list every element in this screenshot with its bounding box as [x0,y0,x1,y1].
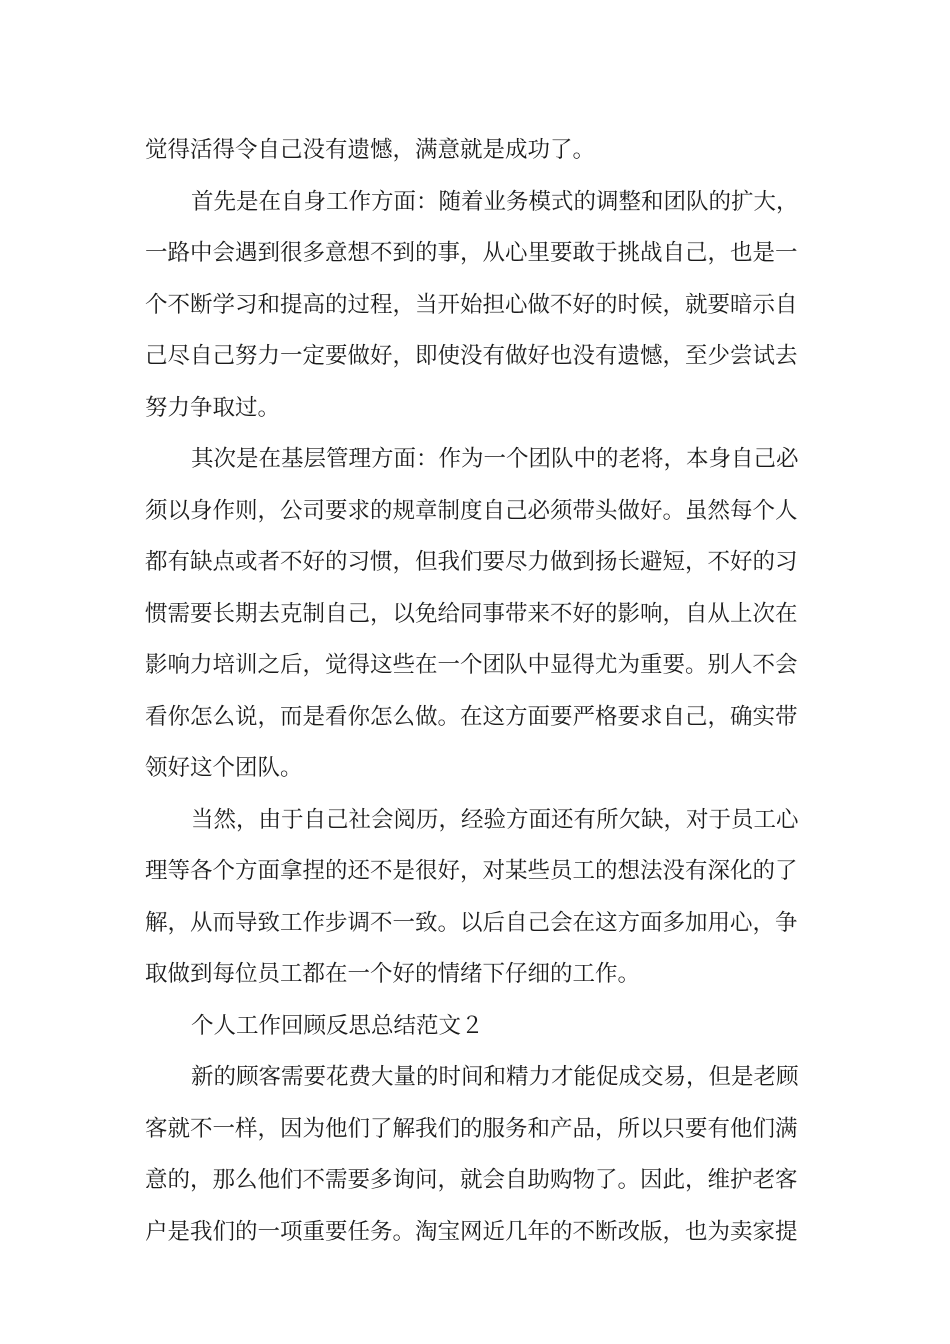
paragraph-first-line: 其次是在基层管理方面：作为一个团队中的老将，本身自己必 [191,446,799,472]
paragraph-first-line: 首先是在自身工作方面：随着业务模式的调整和团队的扩大， [191,188,799,215]
text-line: 影响力培训之后，觉得这些在一个团队中显得尤为重要。别人不会 [145,652,798,678]
text-line: 须以身作则，公司要求的规章制度自己必须带头做好。虽然每个人 [145,497,798,524]
text-line: 惯需要长期去克制自己，以免给同事带来不好的影响，自从上次在 [145,600,798,627]
text-line: 努力争取过。 [145,394,281,421]
text-line: 都有缺点或者不好的习惯，但我们要尽力做到扬长避短，不好的习 [145,549,798,575]
text-line: 一路中会遇到很多意想不到的事，从心里要敢于挑战自己，也是一 [145,240,798,266]
text-line: 意的，那么他们不需要多询问，就会自助购物了。因此，维护老客 [145,1167,798,1193]
paragraph-first-line: 当然，由于自己社会阅历，经验方面还有所欠缺，对于员工心 [191,806,799,833]
text-line: 客就不一样，因为他们了解我们的服务和产品，所以只要有他们满 [145,1115,798,1142]
text-line: 己尽自己努力一定要做好，即使没有做好也没有遗憾，至少尝试去 [145,343,798,369]
text-line: 觉得活得令自己没有遗憾，满意就是成功了。 [145,137,596,163]
text-line: 理等各个方面拿捏的还不是很好，对某些员工的想法没有深化的了 [145,858,798,884]
text-line: 解，从而导致工作步调不一致。以后自己会在这方面多加用心，争 [145,909,798,936]
paragraph-first-line: 个人工作回顾反思总结范文２ [191,1012,484,1039]
text-line: 领好这个团队。 [145,755,303,781]
paragraph-first-line: 新的顾客需要花费大量的时间和精力才能促成交易，但是老顾 [191,1064,799,1090]
text-line: 户是我们的一项重要任务。淘宝网近几年的不断改版，也为卖家提 [145,1218,798,1245]
text-line: 个不断学习和提高的过程，当开始担心做不好的时候，就要暗示自 [145,291,798,318]
text-line: 看你怎么说，而是看你怎么做。在这方面要严格要求自己，确实带 [145,703,798,730]
text-line: 取做到每位员工都在一个好的情绪下仔细的工作。 [145,961,641,987]
